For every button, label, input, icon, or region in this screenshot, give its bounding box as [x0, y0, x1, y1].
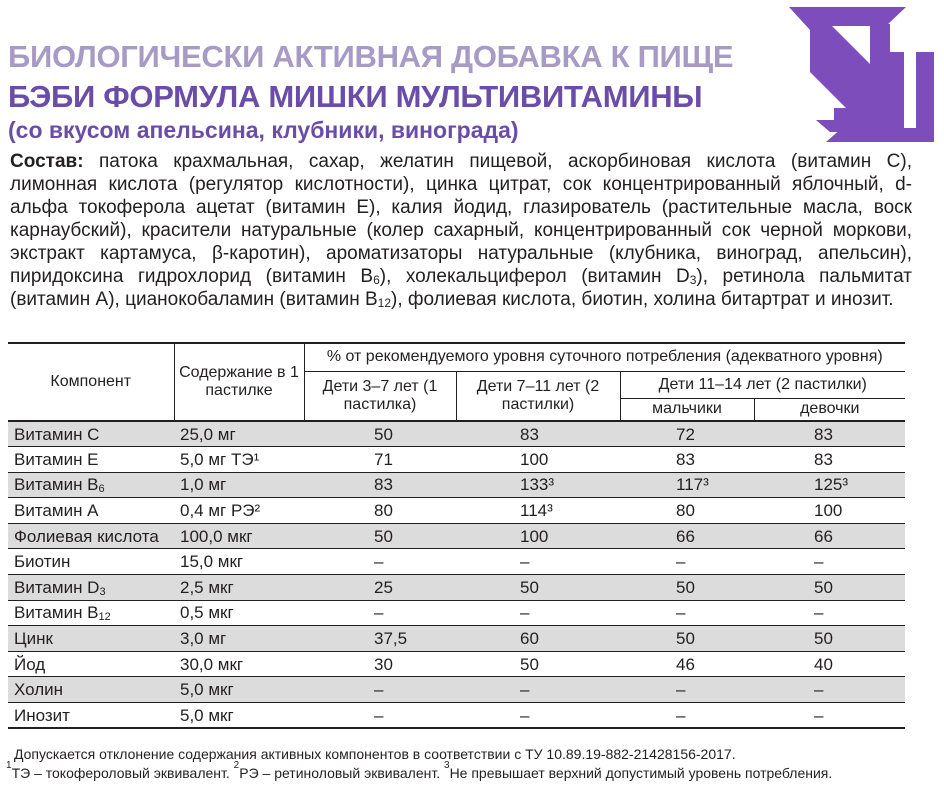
percent-value: 66 — [620, 523, 754, 549]
percent-value: 100 — [754, 498, 905, 524]
percent-value: 125³ — [754, 472, 905, 498]
percent-value: – — [754, 677, 905, 703]
percent-value: – — [304, 677, 456, 703]
composition-subscript: 12 — [377, 296, 391, 310]
percent-value: 50 — [456, 575, 620, 601]
footnote-marker: 2 — [233, 760, 240, 771]
table-row — [8, 549, 905, 575]
percent-value: – — [620, 549, 754, 575]
percent-value: 50 — [304, 421, 456, 447]
column-header-percent: % от рекомендуемого уровня суточного потребления (адекватного уровня) — [304, 343, 905, 371]
component-name: Витамин $В_{12}$ — [8, 600, 174, 626]
table-row — [8, 651, 905, 677]
percent-value: 83 — [304, 472, 456, 498]
footnote-marker: 3 — [444, 760, 450, 771]
percent-value: 117³ — [620, 472, 754, 498]
composition-text: ), холекальциферол (витамин D — [379, 266, 690, 287]
content-value: 5,0 мкг — [174, 703, 304, 729]
column-header-age-11-14: Дети 11–14 лет (2 пастилки) — [620, 371, 905, 398]
percent-value: – — [620, 703, 754, 729]
component-name: Витамин Е — [8, 447, 174, 473]
component-name: Витамин С — [8, 421, 174, 447]
percent-value: 46 — [620, 651, 754, 677]
percent-value: 72 — [620, 421, 754, 447]
footnote-deviation: Допускается отклонение содержания активных компонентов в соответствии с ТУ 10.89.19-882-21428156-2017. — [14, 746, 736, 762]
table-row — [8, 703, 905, 729]
percent-value: 100 — [456, 447, 620, 473]
percent-value: – — [456, 600, 620, 626]
percent-value: – — [620, 677, 754, 703]
percent-value: – — [620, 600, 754, 626]
percent-value: 83 — [754, 447, 905, 473]
component-name: Витамин $D_3$ — [8, 575, 174, 601]
table-row — [8, 677, 905, 703]
component-name: Йод — [8, 651, 174, 677]
content-value: 5,0 мкг — [174, 677, 304, 703]
nutrition-table — [8, 342, 905, 738]
content-value: 100,0 мкг — [174, 523, 304, 549]
percent-value: – — [754, 549, 905, 575]
percent-value: – — [304, 600, 456, 626]
content-value: 0,5 мкг — [174, 600, 304, 626]
percent-value: 71 — [304, 447, 456, 473]
percent-value: 100 — [456, 523, 620, 549]
composition-subscript: 3 — [689, 273, 697, 287]
percent-value: 60 — [456, 626, 620, 652]
percent-value: 30 — [304, 651, 456, 677]
column-header-component: Компонент — [8, 343, 174, 421]
footnote-text: ТЭ – токофероловый эквивалент. — [11, 765, 234, 781]
percent-value: – — [456, 549, 620, 575]
content-value: 25,0 мг — [174, 421, 304, 447]
percent-value: – — [304, 703, 456, 729]
footnote-text: РЭ – ретиноловый эквивалент. — [239, 765, 444, 781]
content-value: 15,0 мкг — [174, 549, 304, 575]
column-header-girls: девочки — [754, 398, 905, 421]
component-name: Витамин А — [8, 498, 174, 524]
footnote-marker: 1 — [6, 760, 12, 771]
content-value: 2,5 мкг — [174, 575, 304, 601]
percent-value: 50 — [304, 523, 456, 549]
percent-value: 80 — [304, 498, 456, 524]
percent-value: – — [456, 703, 620, 729]
component-name: Инозит — [8, 703, 174, 729]
percent-value: 133³ — [456, 472, 620, 498]
percent-value: 50 — [620, 575, 754, 601]
component-name: Цинк — [8, 626, 174, 652]
content-value: 3,0 мг — [174, 626, 304, 652]
column-header-boys: мальчики — [620, 398, 754, 421]
percent-value: 50 — [620, 626, 754, 652]
table-row — [8, 626, 905, 652]
product-name-title: БЭБИ ФОРМУЛА МИШКИ МУЛЬТИВИТАМИНЫ — [8, 79, 703, 114]
percent-value: 50 — [754, 626, 905, 652]
composition-label: Состав: — [10, 151, 84, 172]
percent-value: 50 — [754, 575, 905, 601]
flavor-subtitle: (со вкусом апельсина, клубники, винограда) — [8, 117, 519, 143]
supplement-category-title: БИОЛОГИЧЕСКИ АКТИВНАЯ ДОБАВКА К ПИЩЕ — [8, 39, 734, 74]
percent-value: – — [456, 677, 620, 703]
composition-text: патока крахмальная, сахар, желатин пищевой, аскорбиновая кислота (витамин С), лимонная кислота (регулятор кислотности), цинка цитрат, сок концентрированный яблочный, d-альфа токоферола ацетат (витамин Е), калия йодид, глазирователь (растительные масла, воск карнаубский), красители натуральные (колер сахарный, концентрированный сок черной моркови, экстракт картамуса, β-каротин), ароматизаторы натуральные (клубника, виноград, апельсин), пиридоксина гидрохлорид (витамин В — [10, 151, 912, 287]
percent-value: 83 — [620, 447, 754, 473]
footnote-definitions — [6, 760, 833, 782]
composition-paragraph — [10, 150, 912, 311]
arrow-corner-logo-icon — [786, 4, 936, 144]
component-name: Биотин — [8, 549, 174, 575]
percent-value: 40 — [754, 651, 905, 677]
composition-text: ), ретинола пальмитат (витамин А), цианокобаламин (витамин В — [10, 266, 912, 310]
composition-text: ), фолиевая кислота, биотин, холина битартрат и инозит. — [391, 289, 894, 310]
table-row — [8, 575, 905, 601]
component-name: Холин — [8, 677, 174, 703]
percent-value: – — [754, 703, 905, 729]
content-value: 0,4 мг РЭ² — [174, 498, 304, 524]
table-row — [8, 523, 905, 549]
percent-value: 114³ — [456, 498, 620, 524]
component-name: Витамин $В_6$ — [8, 472, 174, 498]
percent-value: 66 — [754, 523, 905, 549]
table-row — [8, 421, 905, 447]
percent-value: – — [304, 549, 456, 575]
composition-subscript: 6 — [373, 273, 380, 287]
column-header-age-3-7: Дети 3–7 лет (1 пастилка) — [304, 371, 456, 421]
table-row — [8, 472, 905, 498]
percent-value: 50 — [456, 651, 620, 677]
percent-value: 25 — [304, 575, 456, 601]
percent-value: 83 — [456, 421, 620, 447]
footnote-text: Не превышает верхний допустимый уровень потребления. — [449, 765, 833, 781]
content-value: 1,0 мг — [174, 472, 304, 498]
table-row — [8, 447, 905, 473]
percent-value: 37,5 — [304, 626, 456, 652]
content-value: 30,0 мкг — [174, 651, 304, 677]
table-row — [8, 498, 905, 524]
column-header-age-7-11: Дети 7–11 лет (2 пастилки) — [456, 371, 620, 421]
percent-value: 83 — [754, 421, 905, 447]
percent-value: 80 — [620, 498, 754, 524]
percent-value: – — [754, 600, 905, 626]
column-header-content: Содержание в 1 пастилке — [174, 343, 304, 421]
component-name: Фолиевая кислота — [8, 523, 174, 549]
table-row — [8, 600, 905, 626]
content-value: 5,0 мг ТЭ¹ — [174, 447, 304, 473]
